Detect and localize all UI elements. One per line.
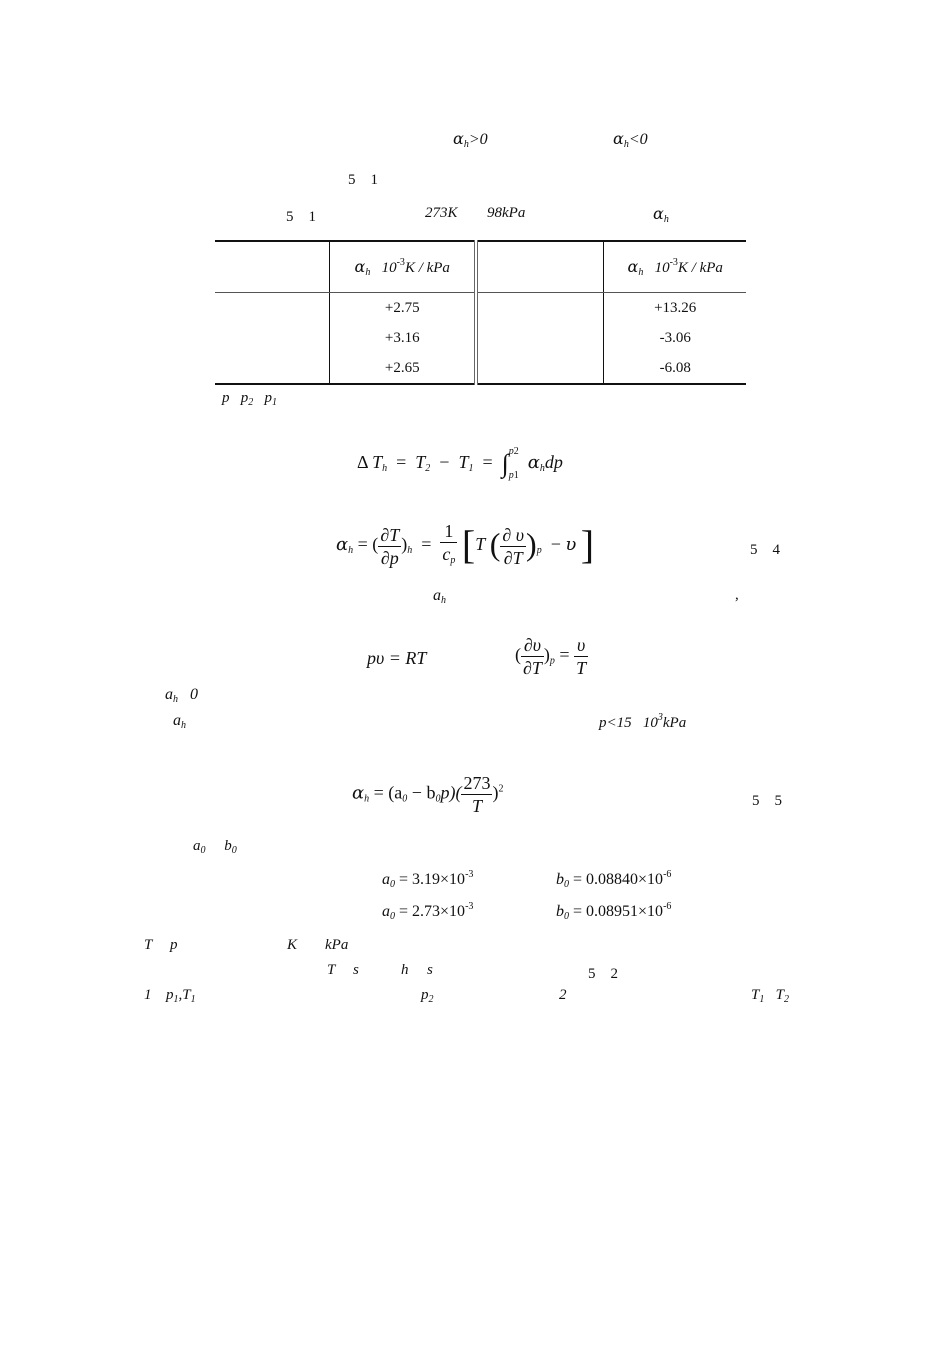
ah-zero: $a_h$ 0 <box>165 686 198 705</box>
header-cell-alpha-1: $\alpha_h$ $10^{-3}K$ / kPa <box>330 241 476 293</box>
units-T: T <box>144 937 153 953</box>
table-temperature: 273K <box>425 205 458 221</box>
ideal-gas-derivative: ( $\frac{\partial\upsilon}{\partial T}$ )$_p$ = $\frac{\upsilon}{T}$ <box>515 635 587 678</box>
state-2-pressure: $p_2$ <box>421 987 434 1005</box>
ideal-gas-law: pυ = RT <box>367 648 427 668</box>
pressure-range: p<15 $10^3kPa$ <box>599 712 687 731</box>
table-cell: -3.06 <box>604 323 746 353</box>
table-caption-alpha: $\alpha_h$ <box>653 204 669 225</box>
constant-a0-2: $a_0 = 2.73\times 10^{-3}$ <box>382 901 474 922</box>
hs-h: h <box>401 962 409 978</box>
table-cell: -6.08 <box>604 353 746 384</box>
table-number: 5 1 <box>286 209 317 225</box>
table-pressure: 98kPa <box>487 205 526 221</box>
ts-s: s <box>353 962 359 978</box>
units-p: p <box>170 937 178 953</box>
pressure-note: p $p_2$ $p_1$ <box>222 390 277 408</box>
ah-range-symbol: $a_h$ <box>173 712 186 731</box>
figure-ref-5-2: 5 2 <box>588 966 619 982</box>
units-K: K <box>287 937 298 953</box>
ts-T: T <box>327 962 336 978</box>
alpha-negative-condition: $\alpha_h<0$ <box>613 129 648 150</box>
hs-s: s <box>427 962 433 978</box>
equation-label-5-4: 5 4 <box>750 542 781 558</box>
ah-symbol: $a_h$ <box>433 587 446 606</box>
table-cell: +2.75 <box>330 293 476 324</box>
constant-b0-1: $b_0 = 0.08840\times 10^{-6}$ <box>556 869 672 890</box>
temperatures-T1-T2: $T_1$ $T_2$ <box>751 987 789 1005</box>
table-row <box>215 293 746 324</box>
alpha-definition-equation: $\alpha_h$ = ( $\frac{\partial T}{\partial p}$ )$_h$ = $\frac{1}{c_p}$ [T ( $\frac{\partial \upsilon}{\partial T}$ )$_p - \upsilon$ ] <box>336 521 595 568</box>
table-cell: +2.65 <box>330 353 476 384</box>
units-kPa: kPa <box>325 937 349 953</box>
header-cell-gas-1 <box>215 241 330 293</box>
header-cell-alpha-2: $\alpha_h$ $10^{-3}K$ / kPa <box>604 241 746 293</box>
figure-ref: 5 1 <box>348 172 379 188</box>
table-cell: +3.16 <box>330 323 476 353</box>
state-1-values: $p_1,T_1$ <box>166 987 196 1005</box>
table-row <box>215 353 746 384</box>
joule-thomson-table <box>215 240 746 385</box>
state-2-label: 2 <box>559 987 567 1003</box>
comma: , <box>735 587 739 603</box>
table-cell: +13.26 <box>604 293 746 324</box>
constant-b0-2: $b_0 = 0.08951\times 10^{-6}$ <box>556 901 672 922</box>
equation-label-5-5: 5 5 <box>752 793 783 809</box>
table-row <box>215 323 746 353</box>
constant-a0-1: $a_0 = 3.19\times 10^{-3}$ <box>382 869 474 890</box>
integral-equation: Δ $T_h = T_2 - T_1 = \int p2$ p1 $\alpha_hdp$ <box>357 446 563 481</box>
header-cell-gas-2 <box>476 241 604 293</box>
state-1-label: 1 <box>144 987 152 1003</box>
constants-intro: $a_0$ $b_0$ <box>193 838 237 856</box>
empirical-equation: $\alpha_h = (a_0 - b_0p)$( $\frac{273}{T}$ )$^2$ <box>352 773 504 816</box>
alpha-positive-condition: $\alpha_h>0$ <box>453 129 488 150</box>
